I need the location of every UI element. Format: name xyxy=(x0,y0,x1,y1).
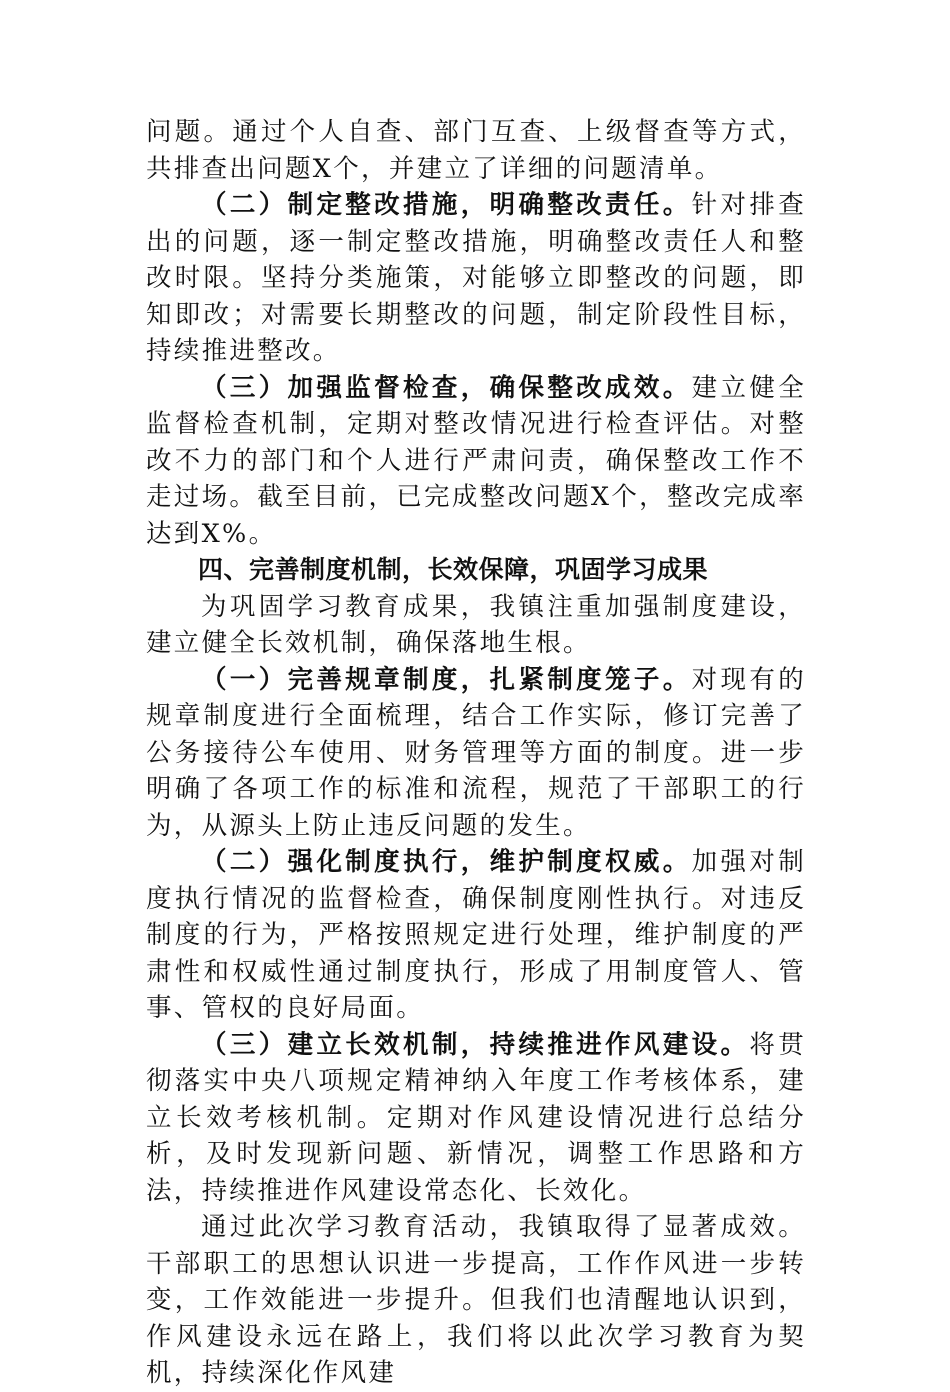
paragraph-body: 对现有的规章制度进行全面梳理，结合工作实际，修订完善了公务接待公车使用、财务管理等方面的制度。进一步明确了各项工作的标准和流程，规范了干部职工的行为，从源头上防止违反问题的发生。 xyxy=(146,664,807,841)
paragraph-rectification-measures xyxy=(146,187,806,370)
paragraph-conclusion: 通过此次学习教育活动，我镇取得了显著成效。干部职工的思想认识进一步提高，工作作风进一步转变，工作效能进一步提升。但我们也清醒地认识到，作风建设永远在路上，我们将以此次学习教育为契机，持续深化作风建 xyxy=(146,1212,806,1388)
paragraph-regulations xyxy=(146,662,806,845)
paragraph-enforcement xyxy=(146,844,806,1027)
paragraph-lead: （三）加强监督检查，确保整改成效。 xyxy=(201,372,692,403)
document-page xyxy=(146,114,806,1392)
paragraph-intro: 为巩固学习教育成果，我镇注重加强制度建设，建立健全长效机制，确保落地生根。 xyxy=(146,591,806,658)
paragraph-long-term-mechanism xyxy=(146,1027,806,1210)
paragraph-supervision xyxy=(146,370,806,553)
section-heading: 四、完善制度机制，长效保障，巩固学习成果 xyxy=(198,555,709,584)
paragraph-lead: （二）制定整改措施，明确整改责任。 xyxy=(201,190,692,220)
paragraph-lead: （一）完善规章制度，扎紧制度笼子。 xyxy=(201,664,692,695)
paragraph-continuation: 问题。通过个人自查、部门互查、上级督查等方式，共排查出问题X个，并建立了详细的问题清单。 xyxy=(146,117,806,184)
paragraph-body: 将贯彻落实中央八项规定精神纳入年度工作考核体系，建立长效考核机制。定期对作风建设情况进行总结分析，及时发现新问题、新情况，调整工作思路和方法，持续推进作风建设常态化、长效化。 xyxy=(146,1029,807,1206)
paragraph-lead: （三）建立长效机制，持续推进作风建设。 xyxy=(201,1029,750,1060)
paragraph-body: 针对排查出的问题，逐一制定整改措施，明确整改责任人和整改时限。坚持分类施策，对能够立即整改的问题，即知即改；对需要长期整改的问题，制定阶段性目标，持续推进整改。 xyxy=(146,190,807,366)
paragraph-body: 建立健全监督检查机制，定期对整改情况进行检查评估。对整改不力的部门和个人进行严肃问责，确保整改工作不走过场。截至目前，已完成整改问题X个，整改完成率达到X%。 xyxy=(146,372,807,549)
paragraph-lead: （二）强化制度执行，维护制度权威。 xyxy=(201,847,692,877)
paragraph-body: 加强对制度执行情况的监督检查，确保制度刚性执行。对违反制度的行为，严格按照规定进行处理，维护制度的严肃性和权威性通过制度执行，形成了用制度管人、管事、管权的良好局面。 xyxy=(146,847,807,1023)
